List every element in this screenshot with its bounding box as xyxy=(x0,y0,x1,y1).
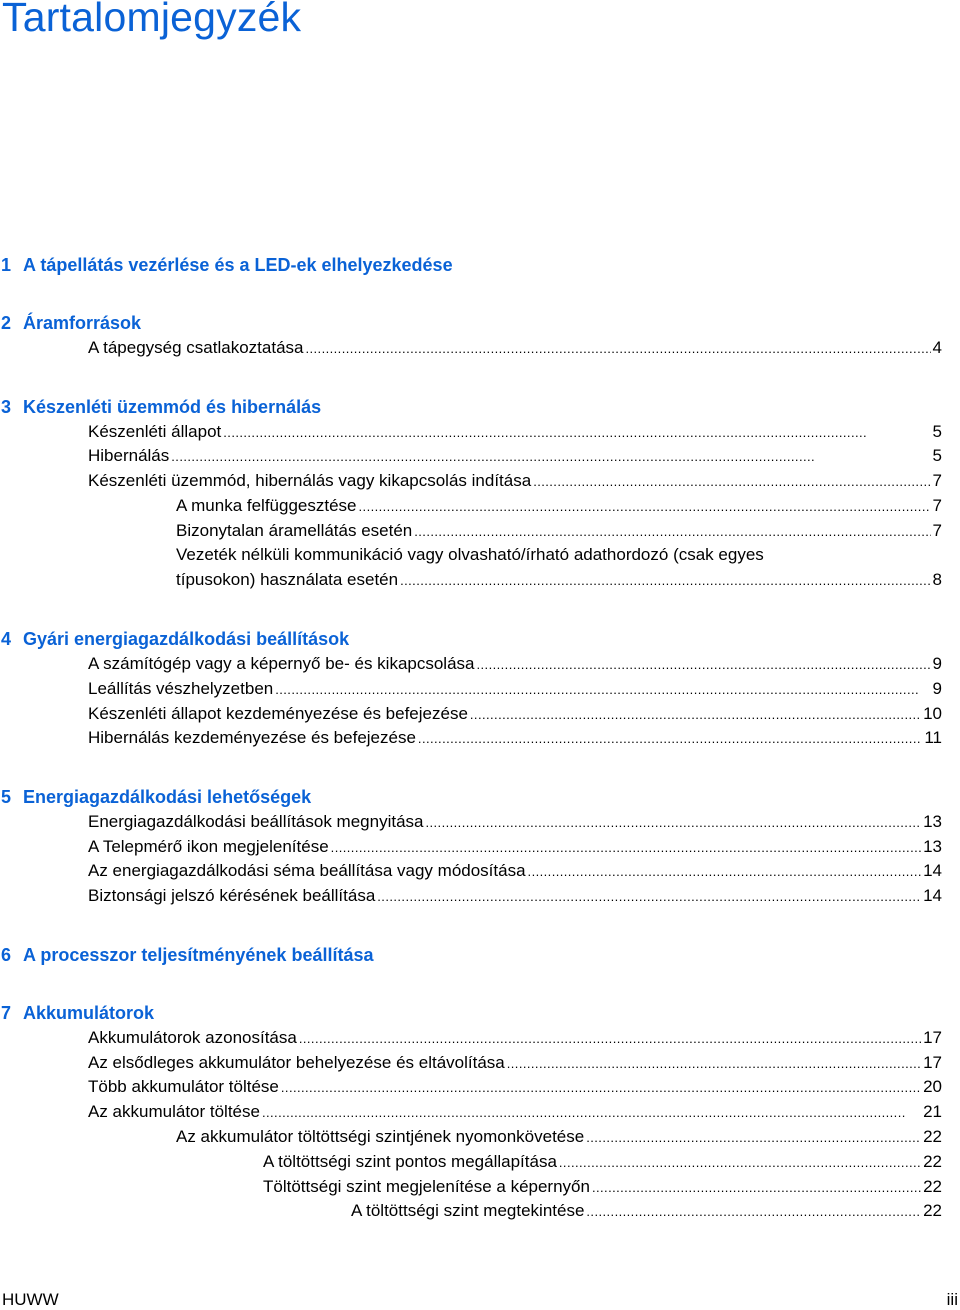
entry-title: Akkumulátorok azonosítása xyxy=(88,1028,297,1047)
entry-page: 13 xyxy=(923,812,942,831)
dot-leader xyxy=(425,811,921,835)
toc-entry[interactable] xyxy=(88,444,942,468)
entry-page: 21 xyxy=(923,1102,942,1121)
chapter-title: Akkumulátorok xyxy=(23,1003,155,1023)
entry-page: 11 xyxy=(924,728,942,747)
entry-page: 5 xyxy=(932,422,942,441)
chapter-number: 4 xyxy=(1,629,12,649)
toc-entry[interactable] xyxy=(88,702,942,726)
chapter-number: 6 xyxy=(1,945,12,965)
dot-leader xyxy=(528,860,922,884)
entry-title: Az akkumulátor töltése xyxy=(88,1102,260,1121)
chapter-title: Gyári energiagazdálkodási beállítások xyxy=(23,629,350,649)
toc-entry[interactable] xyxy=(88,1051,942,1075)
toc-entry[interactable] xyxy=(176,568,942,592)
dot-leader xyxy=(533,470,930,494)
toc-entry[interactable] xyxy=(88,835,942,859)
dot-leader xyxy=(414,520,930,544)
dot-leader xyxy=(305,337,930,361)
dot-leader xyxy=(275,678,930,702)
toc-entry[interactable] xyxy=(176,519,942,543)
chapter-title: Készenléti üzemmód és hibernálás xyxy=(23,397,322,417)
chapter-number: 1 xyxy=(1,255,12,275)
dot-leader xyxy=(559,1151,921,1175)
chapter-number: 2 xyxy=(1,313,12,333)
dot-leader xyxy=(592,1176,921,1200)
toc-entry[interactable] xyxy=(176,1125,942,1149)
entry-title: Bizonytalan áramellátás esetén xyxy=(176,521,413,540)
dot-leader xyxy=(262,1101,921,1125)
dot-leader xyxy=(331,836,921,860)
toc-entry[interactable] xyxy=(88,859,942,883)
toc-entry[interactable] xyxy=(351,1199,942,1223)
entry-title: A számítógép vagy a képernyő be- és kikapcsolása xyxy=(88,654,475,673)
dot-leader xyxy=(418,727,922,751)
entry-page: 8 xyxy=(932,570,942,589)
dot-leader xyxy=(377,885,921,909)
toc-entry[interactable] xyxy=(88,420,942,444)
chapter-6-heading[interactable] xyxy=(0,944,374,966)
entry-title: A Telepmérő ikon megjelenítése xyxy=(88,837,329,856)
entry-page: 14 xyxy=(923,861,942,880)
entry-page: 14 xyxy=(923,886,942,905)
entry-page: 4 xyxy=(932,338,942,357)
dot-leader xyxy=(400,569,930,593)
entry-page: 9 xyxy=(932,654,942,673)
toc-entry[interactable] xyxy=(88,469,942,493)
toc-entry[interactable] xyxy=(263,1175,942,1199)
toc-entry[interactable] xyxy=(88,677,942,701)
dot-leader xyxy=(586,1200,921,1224)
entry-page: 10 xyxy=(923,704,942,723)
dot-leader xyxy=(470,703,921,727)
chapter-2-heading[interactable] xyxy=(0,312,141,334)
entry-page: 22 xyxy=(923,1177,942,1196)
entry-page: 22 xyxy=(923,1127,942,1146)
entry-page: 22 xyxy=(923,1201,942,1220)
entry-page: 7 xyxy=(932,471,942,490)
chapter-title: Áramforrások xyxy=(23,313,142,333)
dot-leader xyxy=(359,495,931,519)
entry-title: Készenléti üzemmód, hibernálás vagy kikapcsolás indítása xyxy=(88,471,532,490)
entry-title: Több akkumulátor töltése xyxy=(88,1077,279,1096)
toc-entry[interactable] xyxy=(88,726,942,750)
chapter-4-heading[interactable] xyxy=(0,628,349,650)
toc-entry-first-line[interactable]: Vezeték nélküli kommunikáció vagy olvasható/írható adathordozó (csak egyes xyxy=(176,545,764,564)
entry-title: A töltöttségi szint pontos megállapítása xyxy=(263,1152,557,1171)
chapter-7-heading[interactable] xyxy=(0,1002,154,1024)
entry-page: 7 xyxy=(932,496,942,515)
footer-page-number: iii xyxy=(946,1290,958,1309)
entry-title: Készenléti állapot xyxy=(88,422,222,441)
toc-entry[interactable] xyxy=(88,336,942,360)
chapter-1-heading[interactable] xyxy=(0,254,453,276)
toc-entry[interactable] xyxy=(176,494,942,518)
chapter-title: A processzor teljesítményének beállítása xyxy=(23,945,374,965)
entry-title: Az energiagazdálkodási séma beállítása vagy módosítása xyxy=(88,861,526,880)
dot-leader xyxy=(223,421,930,445)
toc-entry[interactable] xyxy=(88,1075,942,1099)
dot-leader xyxy=(586,1126,921,1150)
entry-title: típusokon) használata esetén xyxy=(176,570,399,589)
dot-leader xyxy=(171,445,930,469)
entry-title: Készenléti állapot kezdeményezése és befejezése xyxy=(88,704,468,723)
entry-title: A töltöttségi szint megtekintése xyxy=(351,1201,585,1220)
entry-page: 20 xyxy=(923,1077,942,1096)
dot-leader xyxy=(299,1027,921,1051)
chapter-number: 3 xyxy=(1,397,12,417)
entry-page: 13 xyxy=(923,837,942,856)
entry-title: Biztonsági jelszó kérésének beállítása xyxy=(88,886,376,905)
entry-title: Hibernálás kezdeményezése és befejezése xyxy=(88,728,416,747)
entry-page: 17 xyxy=(923,1053,942,1072)
chapter-title: A tápellátás vezérlése és a LED-ek elhelyezkedése xyxy=(23,255,453,275)
entry-page: 9 xyxy=(932,679,942,698)
page-title: Tartalomjegyzék xyxy=(2,0,302,40)
toc-entry[interactable] xyxy=(88,810,942,834)
entry-title: Hibernálás xyxy=(88,446,170,465)
dot-leader xyxy=(477,653,931,677)
chapter-5-heading[interactable] xyxy=(0,786,311,808)
entry-title: Az akkumulátor töltöttségi szintjének nyomonkövetése xyxy=(176,1127,585,1146)
dot-leader xyxy=(507,1052,921,1076)
entry-title: Energiagazdálkodási beállítások megnyitása xyxy=(88,812,424,831)
chapter-number: 7 xyxy=(1,1003,12,1023)
entry-page: 17 xyxy=(923,1028,942,1047)
toc-entry[interactable] xyxy=(88,1100,942,1124)
toc-entry[interactable] xyxy=(88,884,942,908)
chapter-3-heading[interactable] xyxy=(0,396,321,418)
chapter-title: Energiagazdálkodási lehetőségek xyxy=(23,787,312,807)
toc-entry[interactable] xyxy=(88,652,942,676)
toc-entry[interactable] xyxy=(88,1026,942,1050)
entry-title: A tápegység csatlakoztatása xyxy=(88,338,304,357)
entry-page: 7 xyxy=(932,521,942,540)
entry-title: A munka felfüggesztése xyxy=(176,496,357,515)
entry-title: Az elsődleges akkumulátor behelyezése és eltávolítása xyxy=(88,1053,505,1072)
dot-leader xyxy=(281,1076,921,1100)
entry-title: Leállítás vészhelyzetben xyxy=(88,679,274,698)
chapter-number: 5 xyxy=(1,787,12,807)
entry-title: Töltöttségi szint megjelenítése a képernyőn xyxy=(263,1177,590,1196)
entry-page: 22 xyxy=(923,1152,942,1171)
entry-page: 5 xyxy=(932,446,942,465)
footer-left-label: HUWW xyxy=(2,1290,59,1309)
toc-entry[interactable] xyxy=(263,1150,942,1174)
